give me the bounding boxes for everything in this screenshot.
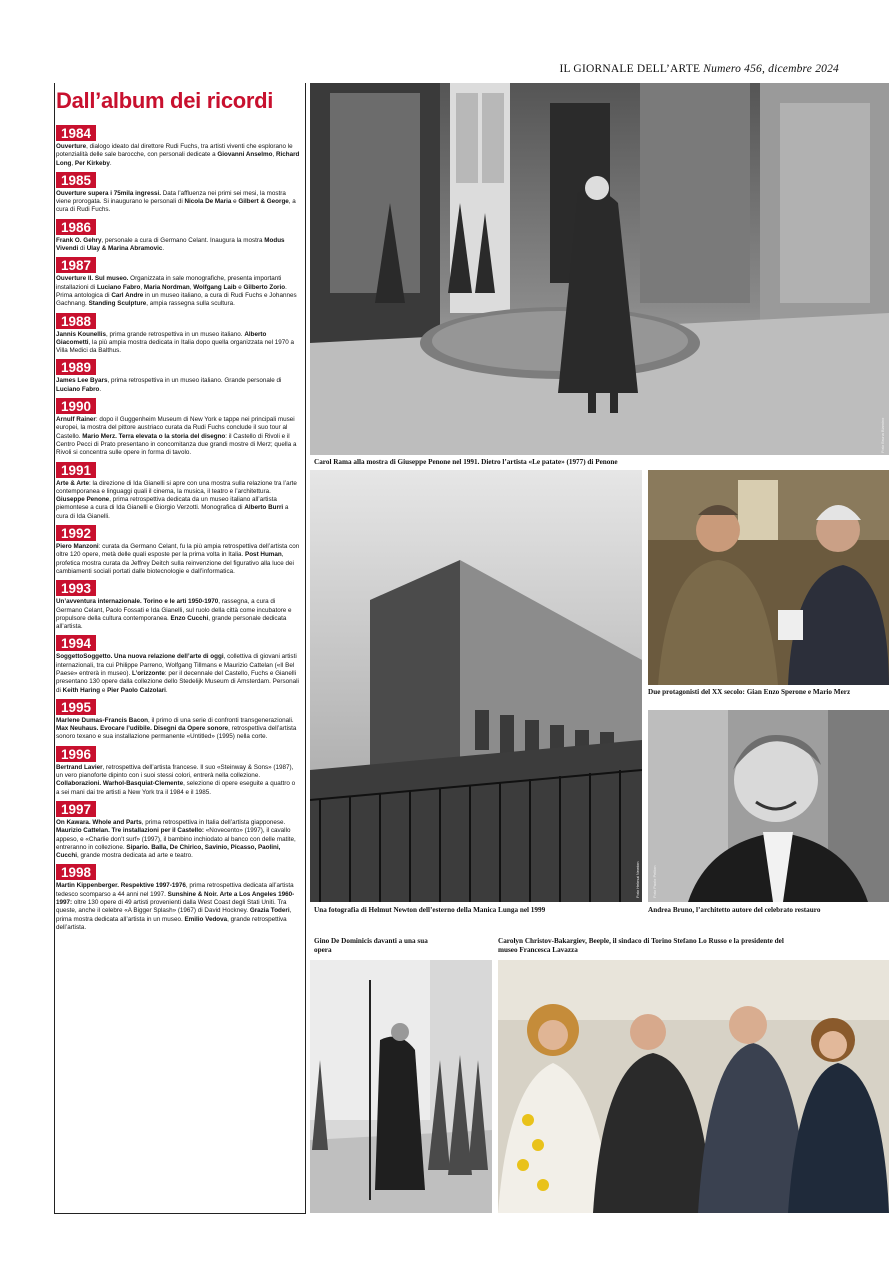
caption-group: Carolyn Christov-Bakargiev, Beeple, il sindaco di Torino Stefano Lo Russo e la presidente del museo Francesca Lavazza (498, 937, 784, 954)
caption-newton: Una fotografia di Helmut Newton dell’esterno della Manica Lunga nel 1999 (314, 906, 546, 914)
photo-manica-lunga (310, 470, 642, 902)
year-label: 1985 (56, 172, 96, 188)
caption-de-dominicis: Gino De Dominicis davanti a una sua opera (314, 937, 428, 954)
timeline-entry-text: Ouverture, dialogo ideato dal direttore Rudi Fuchs, tra artisti viventi che esplorano le potenzialità delle sale barocche, con personali dedicate a Giovanni Anselmo, Richard Long, Per Kirkeby. (56, 143, 300, 167)
year-label: 1996 (56, 746, 96, 762)
year-label: 1986 (56, 219, 96, 235)
photo-credit: Foto Helmut Newton (635, 861, 640, 898)
caption-sperone-merz: Due protagonisti del XX secolo: Gian Enzo Sperone e Mario Merz (648, 688, 851, 696)
timeline-entry-text: Arnulf Rainer: dopo il Guggenheim Museum di New York e tappe nei principali musei europei, la mostra del pittore austriaco curata da Rudi Fuchs conclude il suo tour al Castello. Mario Merz. Terra elevata o la storia del disegno: il Castello di Rivoli e il Centro Pecci di Prato presentano in concomitanza due grandi mostre di Merz; quella a Rivoli si concentra sulle opere in forma di tavolo. (56, 416, 297, 457)
year-label: 1989 (56, 359, 96, 375)
timeline-entry-text: Martin Kippenberger. Respektive 1997-1976, prima retrospettiva dedicata all’artista tedesco scomparso a 44 anni nel 1997. Sunshine & Noir. Arte a Los Angeles 1960-1997: oltre 130 opere di 49 artisti provenienti dalla West Coast degli Stati Uniti. Tra queste, anche il celebre «A Bigger Splash» (1967) di David Hockney. Grazia Toderi, prima mostra dedicata all’artista in un museo. Emilio Vedova, grande retrospettiva dell’artista. (56, 882, 295, 931)
timeline-entry-text: James Lee Byars, prima retrospettiva in un museo italiano. Grande personale di Luciano Fabro. (56, 377, 282, 393)
photo-group-lavazza (498, 960, 889, 1213)
timeline-entry-text: Arte & Arte: la direzione di Ida Gianelli si apre con una mostra sulla relazione tra l’arte contemporanea e linguaggi quali il cinema, la musica, il teatro e l’architettura. Giuseppe Penone, prima retrospettiva dedicata da un museo italiano all’artista piemontese a cura di Ida Gianelli e Giorgio Verzotti. Monografica di Alberto Burri a cura di Ida Gianelli. (56, 479, 297, 520)
timeline-entry-text: Piero Manzoni: curata da Germano Celant, fu la più ampia retrospettiva dell’artista con oltre 120 opere, metà delle quali esposte per la prima volta in Italia. Post Human, profetica mostra curata da Jeffrey Deitch sulla reinvenzione del figurativo alla luce dei cambiamenti sociali portati dalle biotecnologie e dall’informatica. (56, 543, 300, 575)
year-label: 1994 (56, 635, 96, 651)
year-label: 1992 (56, 525, 96, 541)
timeline-entry-text: SoggettoSoggetto. Una nuova relazione dell’arte di oggi, collettiva di giovani artisti internazionali, tra cui Philippe Parreno, Wolfgang Tillmans e Maurizio Cattelan («Il Bel Paese» entrerà in museo). L’orizzonte: per il decennale del Castello, Fuchs e Gianelli presentano 130 opere dalla collezione dello Stedelijk Museum di Amsterdam. Personali di Keith Haring e Pier Paolo Calzolari. (56, 653, 299, 694)
timeline-entry-text: Frank O. Gehry, personale a cura di Germano Celant. Inaugura la mostra Modus Vivendi di Ulay & Marina Abramovic. (56, 236, 285, 253)
issue-info: Numero 456, dicembre 2024 (703, 63, 839, 75)
timeline-entry-text: Un’avventura internazionale. Torino e le arti 1950-1970, rassegna, a cura di Germano Celant, Paolo Fossati e Ida Gianelli, sul ruolo della città come incubatore e propulsore della cultura contemporanea. Enzo Cucchi, grande personale dedicata all’artista. (56, 598, 292, 631)
year-label: 1991 (56, 462, 96, 478)
timeline-entry-text: Marlene Dumas-Francis Bacon, il primo di una serie di confronti transgenerazionali. Max Neuhaus. Evocare l’udibile. Disegni da Opere sonore, retrospettiva dell’artista sonoro texano e sua installazione permanente «Untitled» (1995) nella corte. (56, 716, 297, 741)
timeline-column (54, 83, 304, 936)
photo-credit: Foto Bruna Biamino (880, 417, 885, 453)
year-label: 1993 (56, 580, 96, 596)
timeline-entry-text: Jannis Kounellis, prima grande retrospettiva in un museo italiano. Alberto Giacometti, la più ampia mostra dedicata in Italia dopo quella organizzata nel 1970 a Villa Medici da Balthus. (56, 330, 295, 355)
caption-andrea-bruno: Andrea Bruno, l’architetto autore del celebrato restauro (648, 906, 821, 914)
photo-andrea-bruno (648, 710, 889, 902)
year-label: 1997 (56, 801, 96, 817)
year-label: 1984 (56, 125, 96, 141)
timeline-entry-text: Bertrand Lavier, retrospettiva dell’artista francese. Il suo «Steinway & Sons» (1987), un vero pianoforte dipinto con i suoi stessi colori, entrerà nella collezione. Collaborazioni. Warhol-Basquiat-Clemente, selezione di opere eseguite a quattro o a sei mani dai tre artisti a New York tra il 1984 e il 1985. (56, 763, 296, 796)
masthead: IL GIORNALE DELL’ARTE (559, 63, 701, 75)
year-label: 1987 (56, 257, 96, 273)
timeline-entry-text: On Kawara. Whole and Parts, prima retrospettiva in Italia dell’artista giapponese. Maurizio Cattelan. Tre installazioni per il Castello: «Novecento» (1997), il cavallo appeso, e «Charlie don’t surf» (1997), il bambino inchiodato al banco con delle matite, entreranno in collezione. Sipario. Balla, De Chirico, Savinio, Picasso, Paolini, Cucchi, grande mostra dedicata ad arte e teatro. (56, 818, 296, 860)
photo-sperone-merz (648, 470, 889, 685)
timeline-entry-text: Ouverture supera i 75mila ingressi. Data l’affluenza nei primi sei mesi, la mostra viene prorogata. Si inaugurano le personali di Nicola De Maria e Gilbert & George, a cura di Rudi Fuchs. (56, 189, 296, 214)
year-label: 1995 (56, 699, 96, 715)
photo-penone-exhibition (310, 83, 889, 455)
photo-de-dominicis (310, 960, 492, 1213)
timeline-entries (54, 125, 304, 932)
year-label: 1988 (56, 313, 96, 329)
page-header (560, 63, 839, 75)
photo-credit: Foto Paolo Pellion (652, 865, 657, 898)
timeline-title: Dall’album dei ricordi (56, 88, 274, 113)
timeline-entry-text: Ouverture II. Sul museo. Organizzata in sale monografiche, presenta importanti installazioni di Luciano Fabro, Maria Nordman, Wolfgang Laib e Gilberto Zorio. Prima antologica di Carl Andre in un museo italiano, a cura di Rudi Fuchs e Johannes Gachnang. Standing Sculpture, ampia rassegna sulla scultura. (56, 275, 297, 308)
caption-penone: Carol Rama alla mostra di Giuseppe Penone nel 1991. Dietro l’artista «Le patate» (1977) di Penone (314, 458, 618, 466)
year-label: 1998 (56, 864, 96, 880)
year-label: 1990 (56, 398, 96, 414)
